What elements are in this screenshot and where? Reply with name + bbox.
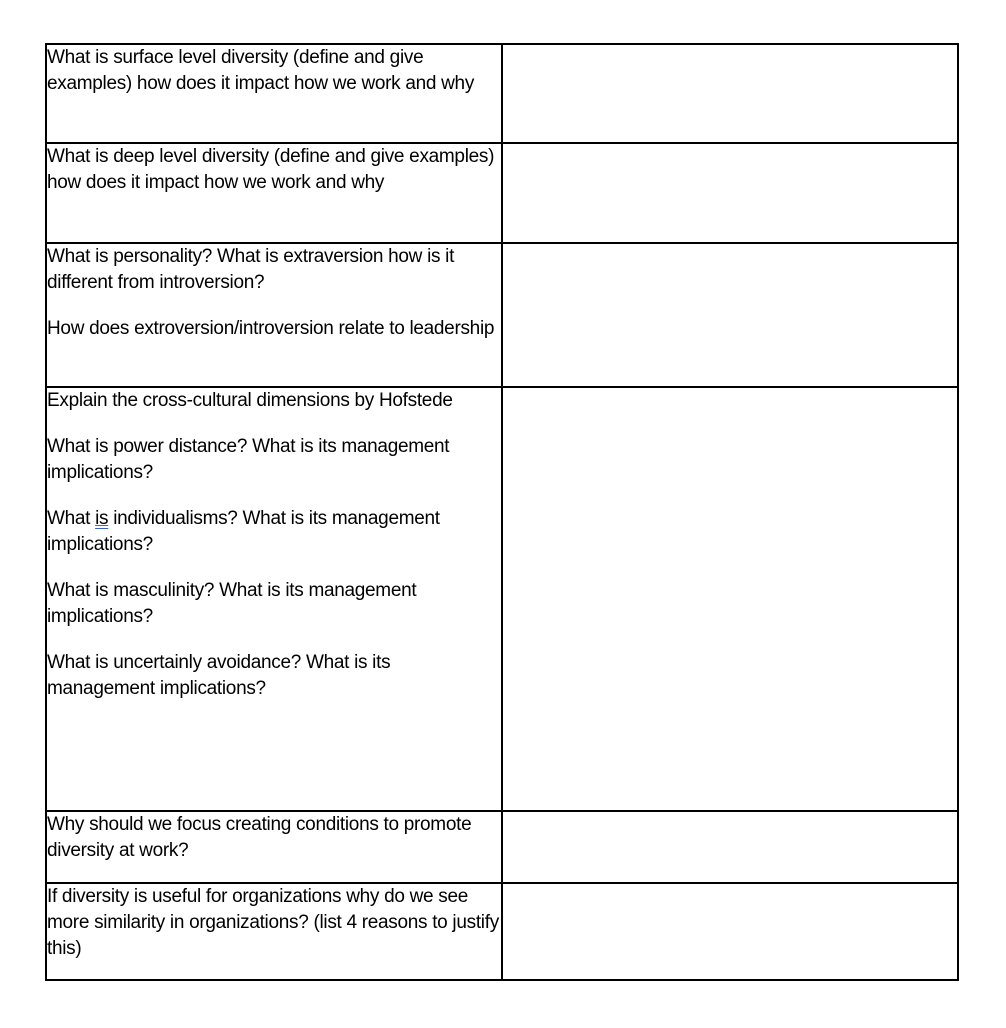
spellcheck-flagged-word[interactable]: is: [95, 508, 109, 529]
question-text: What is masculinity? What is its management implications?: [47, 580, 417, 627]
answer-cell[interactable]: [502, 243, 958, 387]
question-text: What is surface level diversity (define and give examples) how does it impact how we work and why: [47, 47, 475, 94]
question-text-part: What: [47, 508, 96, 529]
table-row: [46, 143, 958, 243]
question-cell: [46, 811, 502, 883]
answer-cell[interactable]: [502, 883, 958, 980]
question-text: If diversity is useful for organizations why do we see more similarity in organizations? (list 4 reasons to justify this): [47, 886, 499, 959]
answer-cell[interactable]: [502, 44, 958, 143]
table-row: [46, 811, 958, 883]
question-text-part: individualisms? What is its management implications?: [47, 508, 440, 555]
question-text: [47, 506, 501, 558]
table-row: [46, 44, 958, 143]
question-cell: [46, 243, 502, 387]
question-cell: [46, 387, 502, 811]
question-text: Explain the cross-cultural dimensions by Hofstede: [47, 390, 453, 411]
table-row: [46, 387, 958, 811]
table-row: [46, 243, 958, 387]
question-cell: [46, 883, 502, 980]
answer-cell[interactable]: [502, 143, 958, 243]
question-cell: [46, 143, 502, 243]
question-text: What is power distance? What is its management implications?: [47, 436, 450, 483]
table-row: [46, 883, 958, 980]
worksheet-table: [45, 43, 959, 981]
question-text: What is deep level diversity (define and give examples) how does it impact how we work and why: [47, 146, 495, 193]
answer-cell[interactable]: [502, 387, 958, 811]
question-cell: [46, 44, 502, 143]
question-text: Why should we focus creating conditions to promote diversity at work?: [47, 814, 472, 861]
question-text: What is uncertainly avoidance? What is its management implications?: [47, 652, 391, 699]
question-text: What is personality? What is extraversion how is it different from introversion?: [47, 246, 455, 293]
answer-cell[interactable]: [502, 811, 958, 883]
question-text: How does extroversion/introversion relate to leadership: [47, 318, 495, 339]
